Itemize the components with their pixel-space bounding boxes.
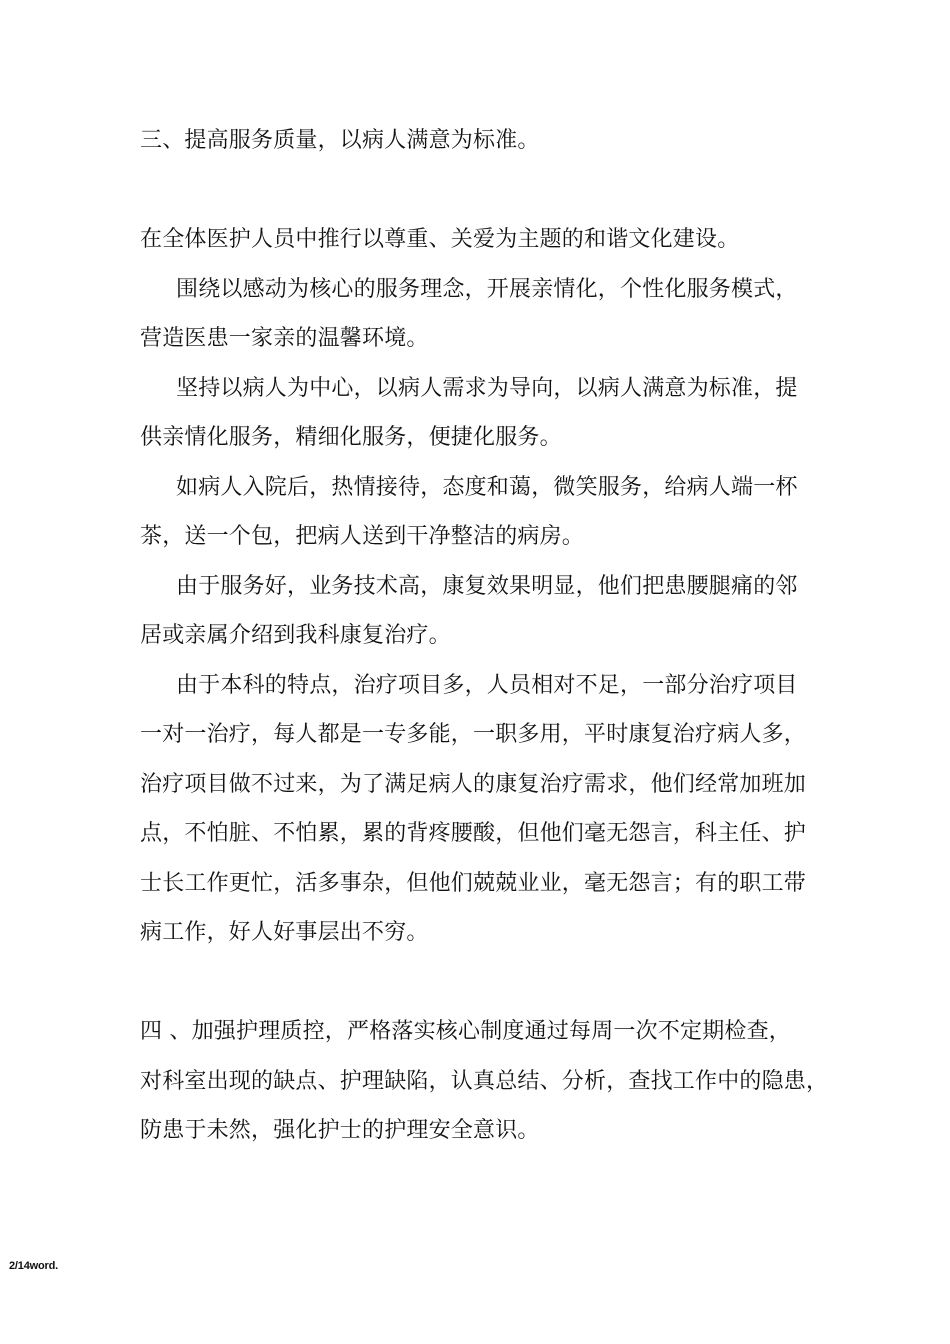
paragraph-line: 由于服务好，业务技术高，康复效果明显，他们把患腰腿痛的邻	[176, 574, 798, 599]
paragraph-line: 营造医患一家亲的温馨环境。	[140, 326, 429, 351]
paragraph-line: 一对一治疗，每人都是一专多能，一职多用，平时康复治疗病人多，	[140, 722, 807, 747]
section-4-line: 四 、加强护理质控，严格落实核心制度通过每周一次不定期检查，	[140, 1019, 791, 1044]
section-3-heading: 三、提高服务质量，以病人满意为标准。	[140, 128, 540, 153]
paragraph-line: 治疗项目做不过来，为了满足病人的康复治疗需求，他们经常加班加	[140, 772, 807, 797]
paragraph-line: 在全体医护人员中推行以尊重、关爱为主题的和谐文化建设。	[140, 227, 740, 252]
paragraph-line: 坚持以病人为中心，以病人需求为导向，以病人满意为标准，提	[176, 376, 798, 401]
paragraph-line: 如病人入院后，热情接待，态度和蔼，微笑服务，给病人端一杯	[176, 475, 798, 500]
paragraph-line: 由于本科的特点，治疗项目多，人员相对不足，一部分治疗项目	[176, 673, 798, 698]
section-4-line: 对科室出现的缺点、护理缺陷，认真总结、分析，查找工作中的隐患，	[140, 1069, 829, 1094]
section-4-line: 防患于未然，强化护士的护理安全意识。	[140, 1118, 540, 1143]
paragraph-line: 点，不怕脏、不怕累，累的背疼腰酸，但他们毫无怨言，科主任、护	[140, 821, 807, 846]
paragraph-line: 供亲情化服务，精细化服务，便捷化服务。	[140, 425, 562, 450]
paragraph-line: 居或亲属介绍到我科康复治疗。	[140, 623, 451, 648]
paragraph-line: 士长工作更忙，活多事杂，但他们兢兢业业，毫无怨言；有的职工带	[140, 871, 807, 896]
page-footer-label: 2/14word.	[9, 1260, 58, 1272]
paragraph-line: 病工作，好人好事层出不穷。	[140, 920, 429, 945]
paragraph-line: 围绕以感动为核心的服务理念，开展亲情化，个性化服务模式，	[176, 277, 798, 302]
paragraph-line: 茶，送一个包，把病人送到干净整洁的病房。	[140, 524, 585, 549]
